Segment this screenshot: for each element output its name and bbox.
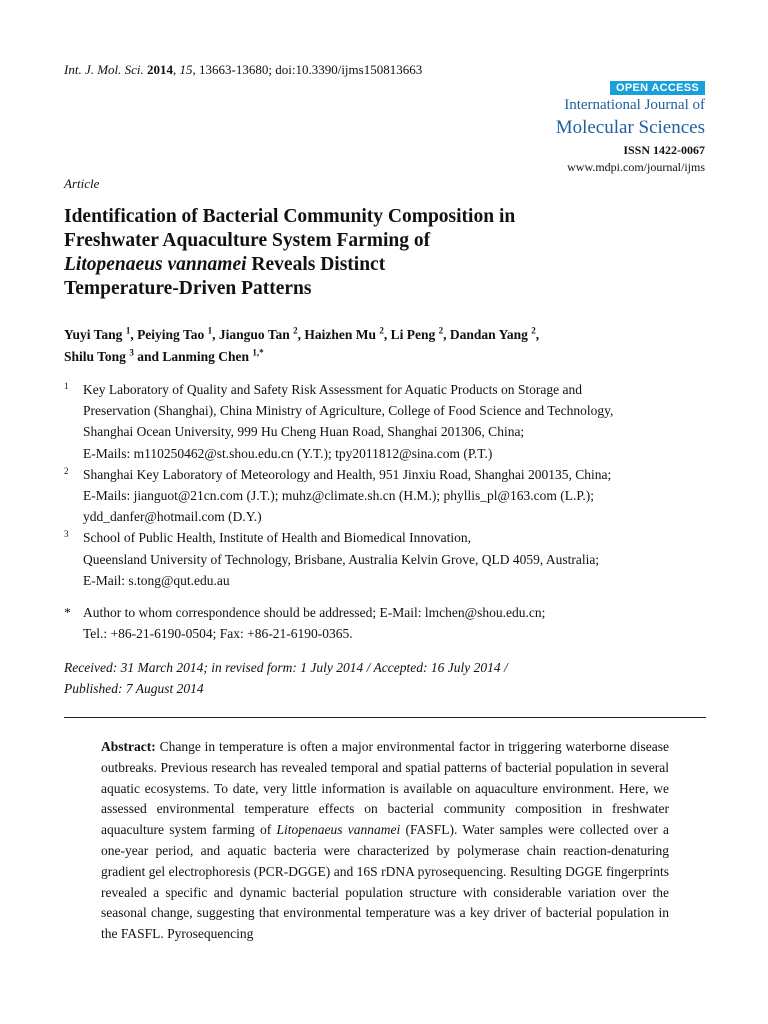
affiliation-number: 3	[64, 529, 69, 540]
correspondence-marker: *	[64, 605, 71, 620]
paper-title	[64, 205, 684, 301]
affiliation-number: 1	[64, 381, 69, 391]
dates-line: Received: 31 March 2014; in revised form: 1 July 2014 / Accepted: 16 July 2014 /	[64, 660, 508, 675]
affiliation-line: ydd_danfer@hotmail.com (D.Y.)	[83, 509, 262, 525]
abstract-text: Change in temperature is often a major environmental factor in triggering waterborne disease outbreaks. Previous research has revealed temporal and spatial patterns of bacterial population in several aquatic ecosystems. To date, very little information is available on aquaculture environment. Here, we assessed environmental temperature effects on bacterial community composition in freshwater aquaculture system farming of	[101, 739, 669, 838]
author-affiliation-sup: 1	[207, 325, 213, 336]
affiliation-line: E-Mails: m110250462@st.shou.edu.cn (Y.T.); tpy2011812@sina.com (P.T.)	[83, 445, 493, 461]
journal-abbrev: Int. J. Mol. Sci.	[64, 62, 144, 77]
affiliation-number: 2	[64, 465, 69, 476]
author-name: Peiying Tao	[137, 327, 205, 342]
issn: ISSN 1422-0067	[623, 143, 705, 157]
author-affiliation-sup: 2	[531, 325, 536, 336]
citation-year: 2014	[147, 62, 174, 77]
abstract-label: Abstract:	[101, 739, 156, 754]
affiliation-line: School of Public Health, Institute of Health and Biomedical Innovation,	[83, 530, 472, 546]
author-name: Yuyi Tang	[64, 327, 123, 342]
author-affiliation-sup: 2	[438, 325, 444, 336]
author-affiliation-sup: 2	[293, 325, 298, 336]
title-line	[64, 253, 684, 277]
journal-name-line2: Molecular Sciences	[555, 117, 705, 138]
affiliation-line: Shanghai Key Laboratory of Meteorology and Health, 951 Jinxiu Road, Shanghai 200135, China;	[83, 466, 612, 482]
author-separator: ,	[443, 327, 450, 342]
author-separator: ,	[212, 327, 219, 342]
author-affiliation-sup: 1,*	[252, 347, 264, 358]
title-species: Litopenaeus vannamei	[64, 254, 247, 275]
affiliations	[64, 379, 714, 591]
citation-pages-doi: 13663-13680; doi:10.3390/ijms150813663	[199, 62, 423, 77]
author-name: Jianguo Tan	[218, 327, 290, 342]
author-name: Haizhen Mu	[304, 327, 377, 342]
affiliation-line: E-Mails: jianguot@21cn.com (J.T.); muhz@climate.sh.cn (H.M.); phyllis_pl@163.com (L.P.);	[83, 488, 594, 504]
correspondence-line: Author to whom correspondence should be addressed; E-Mail: lmchen@shou.edu.cn;	[83, 605, 546, 620]
open-access-badge: OPEN ACCESS	[610, 81, 705, 95]
citation-volume: 15	[179, 62, 193, 77]
affiliation-line: Preservation (Shanghai), China Ministry of Agriculture, College of Food Science and Technology,	[83, 403, 614, 419]
affiliation-line: E-Mail: s.tong@qut.edu.au	[83, 572, 230, 588]
correspondence-line: Tel.: +86-21-6190-0504; Fax: +86-21-6190-0365.	[83, 626, 353, 642]
author-name: Dandan Yang	[449, 327, 528, 342]
author-separator: and	[133, 349, 163, 364]
affiliation-line: Key Laboratory of Quality and Safety Risk Assessment for Aquatic Products on Storage and	[83, 382, 583, 397]
abstract-species: Litopenaeus vannamei	[276, 822, 401, 838]
author-name: Lanming Chen	[162, 349, 249, 364]
author-separator: ,	[297, 327, 305, 342]
citation-line: Int. J. Mol. Sci. 2014, 15, 13663-13680; doi:10.3390/ijms150813663	[64, 62, 423, 77]
journal-masthead	[556, 78, 705, 175]
dates-line: Published: 7 August 2014	[64, 681, 204, 696]
correspondence-note	[64, 602, 714, 644]
affiliation-item	[64, 379, 714, 464]
abstract	[101, 737, 669, 945]
author-list	[64, 324, 704, 368]
author-affiliation-sup: 1	[125, 325, 131, 336]
section-divider	[64, 717, 706, 718]
title-line: Identification of Bacterial Community Composition in	[64, 206, 516, 227]
title-line: Freshwater Aquaculture System Farming of	[64, 230, 431, 251]
affiliation-line: Queensland University of Technology, Brisbane, Australia Kelvin Grove, QLD 4059, Australia;	[83, 551, 600, 567]
author-name: Shilu Tong	[64, 349, 126, 364]
author-separator: ,	[535, 327, 540, 342]
author-affiliation-sup: 3	[129, 347, 134, 358]
journal-website[interactable]: www.mdpi.com/journal/ijms	[567, 160, 705, 174]
author-name: Li Peng	[390, 327, 436, 342]
title-line-rest: Reveals Distinct	[246, 254, 386, 275]
title-line: Temperature-Driven Patterns	[64, 278, 312, 299]
author-separator: ,	[130, 327, 138, 342]
affiliation-line: Shanghai Ocean University, 999 Hu Cheng Huan Road, Shanghai 201306, China;	[83, 424, 525, 440]
abstract-text: (FASFL). Water samples were collected over a one-year period, and aquatic bacteria were characterized by polymerase chain reaction-denaturing gradient gel electrophoresis (PCR-DGGE) and 16S rDNA pyrosequencing. Resulting DGGE fingerprints revealed a specific and dynamic bacterial population structure with considerable variation over the seasonal change, suggesting that environmental temperature was a key driver of bacterial population in the FASFL. Pyrosequencing	[101, 822, 670, 942]
author-affiliation-sup: 2	[379, 325, 384, 336]
affiliation-item	[64, 527, 714, 591]
publication-dates	[64, 657, 714, 699]
author-separator: ,	[383, 327, 391, 342]
article-type: Article	[64, 176, 100, 191]
affiliation-item	[64, 464, 714, 528]
journal-name-line1: International Journal of	[564, 97, 705, 113]
